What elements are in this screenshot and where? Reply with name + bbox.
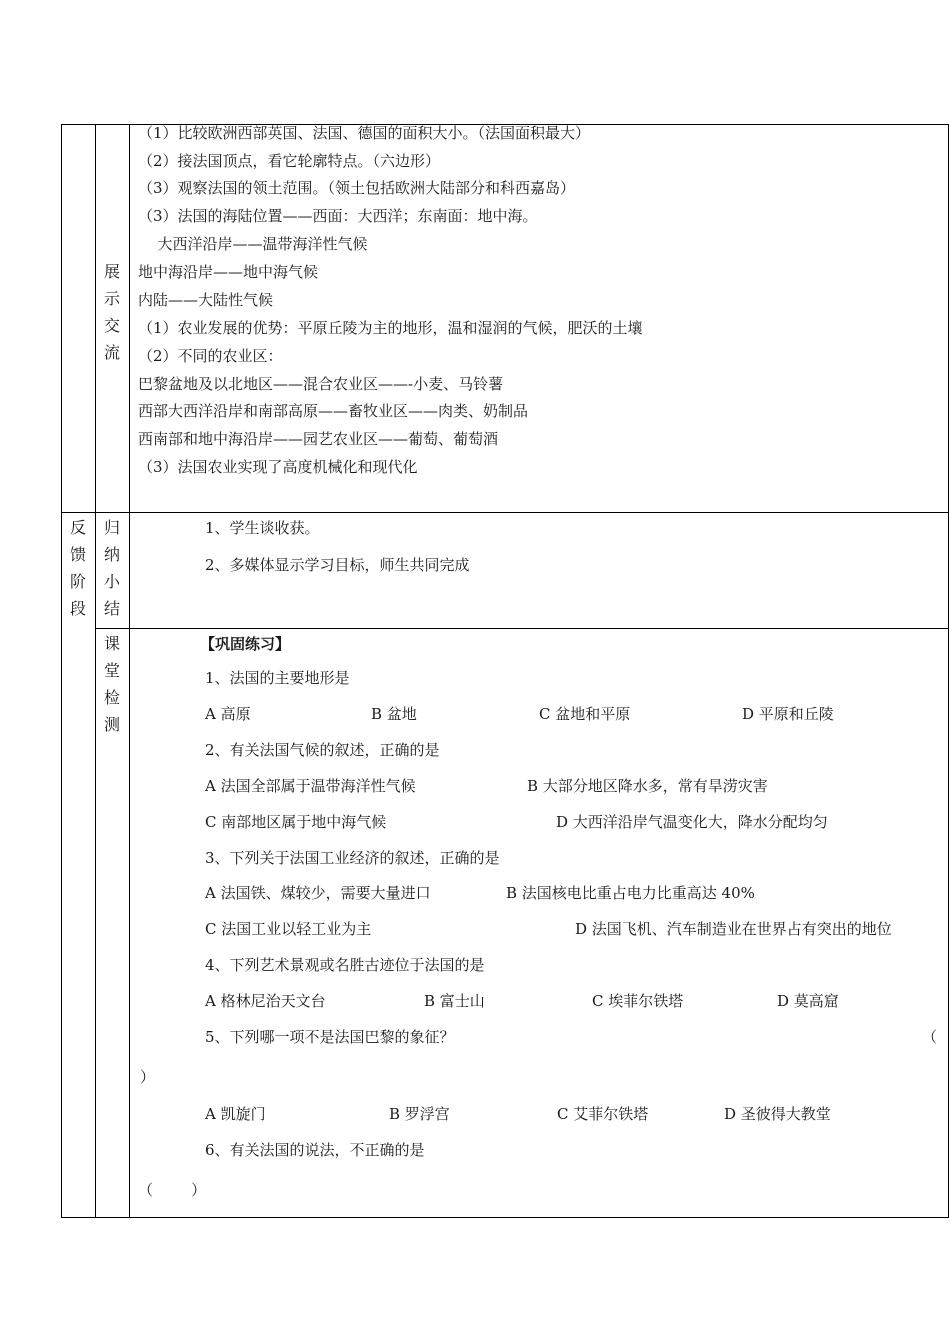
section-label-char: 阶: [69, 572, 86, 591]
question-option: A 法国全部属于温带海洋性气候: [205, 777, 416, 795]
section-label-char: 反: [69, 518, 86, 537]
question-option: B 法国核电比重占电力比重高达 40%: [506, 884, 755, 902]
content-line: 1、学生谈收获。: [205, 519, 320, 537]
exercise-heading: 【巩固练习】: [200, 635, 291, 653]
question-stem: 5、下列哪一项不是法国巴黎的象征？: [205, 1028, 455, 1046]
row-label-show-exchange: [97, 258, 127, 366]
row-label-char: 交: [103, 316, 120, 335]
content-line: 西南部和地中海沿岸——园艺农业区——葡萄、葡萄酒: [138, 430, 499, 448]
question-stem: 4、下列艺术景观或名胜古迹位于法国的是: [205, 956, 485, 974]
row-label-char: 小: [103, 572, 120, 591]
row-label-char: 测: [103, 715, 120, 734]
table-right-border: [948, 124, 949, 1217]
question-stem: 2、有关法国气候的叙述，正确的是: [205, 741, 440, 759]
question-option: B 富士山: [424, 992, 485, 1010]
content-line: 西部大西洋沿岸和南部高原——畜牧业区——肉类、奶制品: [138, 402, 529, 420]
question-option: C 艾菲尔铁塔: [557, 1105, 649, 1123]
content-line: 内陆——大陆性气候: [138, 291, 274, 309]
question-option: C 盆地和平原: [539, 705, 631, 723]
content-line: （3）法国的海陆位置——西面：大西洋；东南面：地中海。: [138, 207, 538, 225]
row-label-char: 流: [103, 343, 120, 362]
question-option: C 法国工业以轻工业为主: [205, 920, 372, 938]
row-label-char: 展: [103, 262, 120, 281]
question-option: D 圣彼得大教堂: [724, 1105, 831, 1123]
row-label-class-check: [97, 630, 127, 738]
question-option: A 法国铁、煤较少，需要大量进口: [205, 884, 431, 902]
table-col-divider-1: [95, 124, 96, 1217]
row-label-summary: [97, 514, 127, 622]
question-option: A 凯旋门: [205, 1105, 266, 1123]
answer-bracket-close: ）: [140, 1068, 156, 1086]
question-stem: 3、下列关于法国工业经济的叙述，正确的是: [205, 849, 500, 867]
content-line: （3）法国农业实现了高度机械化和现代化: [138, 458, 418, 476]
row-divider-1: [61, 512, 949, 513]
table-left-border: [61, 124, 62, 1217]
question-option: D 莫高窟: [777, 992, 839, 1010]
content-line: （3）观察法国的领土范围。（领土包括欧洲大陆部分和科西嘉岛）: [138, 179, 576, 197]
question-option: D 平原和丘陵: [742, 705, 834, 723]
question-option: D 大西洋沿岸气温变化大，降水分配均匀: [556, 813, 828, 831]
question-option: A 高原: [205, 705, 251, 723]
answer-bracket: （ ）: [138, 1181, 207, 1199]
question-option: B 盆地: [371, 705, 417, 723]
answer-bracket-open: （: [922, 1028, 938, 1046]
content-line: 大西洋沿岸——温带海洋性气候: [148, 235, 368, 253]
table-col-divider-2: [129, 124, 130, 1217]
content-line: 地中海沿岸——地中海气候: [138, 263, 319, 281]
question-option: B 大部分地区降水多，常有旱涝灾害: [527, 777, 768, 795]
content-line: （1）比较欧洲西部英国、法国、德国的面积大小。（法国面积最大）: [138, 124, 591, 142]
section-label-char: 段: [69, 599, 86, 618]
section-label-feedback-stage: [63, 514, 93, 622]
row-label-char: 结: [103, 599, 120, 618]
section-label-char: 馈: [69, 545, 86, 564]
content-line: 巴黎盆地及以北地区——混合农业区——-小麦、马铃薯: [138, 375, 504, 393]
row-label-char: 课: [103, 634, 120, 653]
content-line: （2）接法国顶点，看它轮廓特点。（六边形）: [138, 152, 441, 170]
row-label-char: 堂: [103, 661, 120, 680]
question-stem: 1、法国的主要地形是: [205, 669, 350, 687]
row-label-char: 示: [103, 289, 120, 308]
content-line: （1）农业发展的优势：平原丘陵为主的地形，温和湿润的气候，肥沃的土壤: [138, 319, 643, 337]
row-label-char: 归: [103, 518, 120, 537]
question-option: C 埃菲尔铁塔: [592, 992, 684, 1010]
row-label-char: 检: [103, 688, 120, 707]
question-option: A 格林尼治天文台: [205, 992, 326, 1010]
table-bottom-border: [61, 1217, 949, 1218]
question-option: C 南部地区属于地中海气候: [205, 813, 387, 831]
row-label-char: 纳: [103, 545, 120, 564]
content-line: 2、多媒体显示学习目标，师生共同完成: [205, 556, 470, 574]
question-option: B 罗浮宫: [389, 1105, 450, 1123]
question-stem: 6、有关法国的说法，不正确的是: [205, 1141, 425, 1159]
row-divider-2: [95, 628, 949, 629]
question-option: D 法国飞机、汽车制造业在世界占有突出的地位: [575, 920, 892, 938]
content-line: （2）不同的农业区：: [138, 347, 283, 365]
